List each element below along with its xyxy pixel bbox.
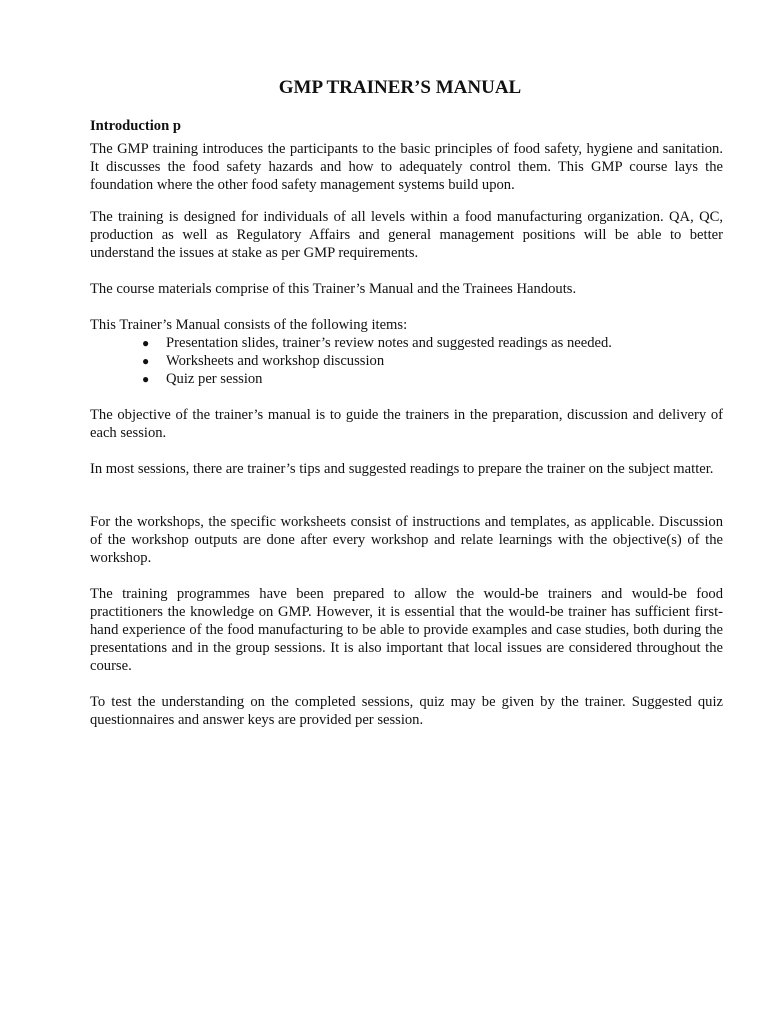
- paragraph-materials: The course materials comprise of this Trainer’s Manual and the Trainees Handouts.: [90, 281, 577, 297]
- list-item-text: Quiz per session: [166, 371, 263, 387]
- manual-items-list: [90, 334, 612, 388]
- paragraph-intro: The GMP training introduces the participants to the basic principles of food safety, hygiene and sanitation. It discusses the food safety hazards and how to adequately control them. This GMP course lays the foundation where the other food safety management systems build upon.: [90, 141, 723, 193]
- paragraph-audience: The training is designed for individuals of all levels within a food manufacturing organization. QA, QC, production as well as Regulatory Affairs and general management positions will be able to better understand the issues at stake as per GMP requirements.: [90, 209, 723, 261]
- bullet-icon: ●: [142, 354, 150, 368]
- bullet-icon: ●: [142, 336, 150, 350]
- list-item: [90, 352, 612, 370]
- list-item-text: Presentation slides, trainer’s review notes and suggested readings as needed.: [166, 335, 612, 351]
- paragraph-programmes: The training programmes have been prepared to allow the would-be trainers and would-be food practitioners the knowledge on GMP. However, it is essential that the would-be trainer has sufficient first-hand experience of the food manufacturing to be able to provide examples and case studies, both during the presentations and in the group sessions. It is also important that local issues are considered throughout the course.: [90, 586, 723, 674]
- section-heading: Introduction p: [90, 118, 181, 134]
- paragraph-manual-items: This Trainer’s Manual consists of the following items:: [90, 317, 408, 333]
- document-title: GMP TRAINER’S MANUAL: [278, 77, 522, 98]
- list-item-text: Worksheets and workshop discussion: [166, 353, 385, 369]
- list-item: [90, 334, 612, 352]
- paragraph-workshops: For the workshops, the specific worksheets consist of instructions and templates, as applicable. Discussion of the workshop outputs are done after every workshop and relate learnings with the objective(s) of the workshop.: [90, 514, 723, 566]
- list-item: [90, 370, 612, 388]
- bullet-icon: ●: [142, 372, 150, 386]
- paragraph-objective: The objective of the trainer’s manual is to guide the trainers in the preparation, discussion and delivery of each session.: [90, 407, 723, 441]
- paragraph-tips: In most sessions, there are trainer’s tips and suggested readings to prepare the trainer on the subject matter.: [90, 461, 714, 477]
- paragraph-quiz: To test the understanding on the completed sessions, quiz may be given by the trainer. Suggested quiz questionnaires and answer keys are provided per session.: [90, 694, 723, 728]
